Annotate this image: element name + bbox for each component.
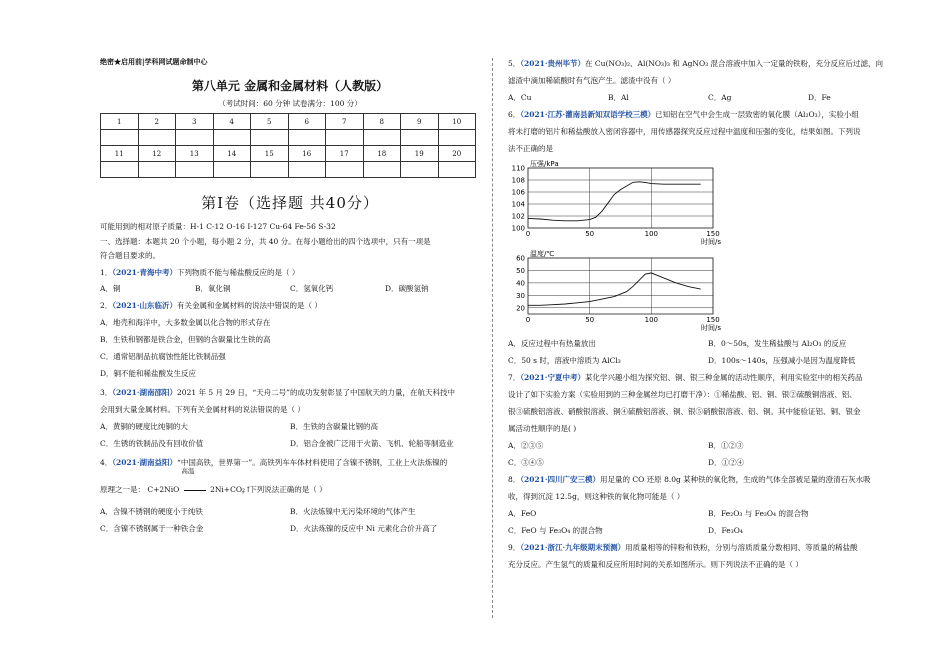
q5-text-1: 在 Cu(NO₃)₂、Al(NO₃)₃ 和 AgNO₃ 混合溶液中加入一定量的铁粉，充分反应后过滤，向 [585,59,884,68]
q7-stem-line-4: 属活动性顺序的是( ) [508,424,577,433]
doc-title: 第八单元 金属和金属材料（人教版） [191,79,389,93]
q7-stem-line-2: 设计了如下实验方案（实验用到的三种金属丝均已打磨干净）：①稀盐酸、铝、铜、银②硫酸铜溶液、铝、 [508,390,857,399]
q8-options-row-1 [508,508,908,519]
answer-grid [100,113,476,178]
q4-equation-condition: 高温 [181,467,195,475]
q6-option-d[interactable]: D．100s～140s，压强减小是因为温度降低 [708,356,856,365]
y-tick-label: 30 [516,291,525,300]
answer-grid-number: 8 [363,114,401,130]
pressure-chart [508,158,728,246]
q4-number: 4． [100,458,113,467]
x-tick-label: 0 [525,316,531,324]
q7-options-row-1 [508,440,908,451]
q3-stem-line-2: 会用到大量金属材料。下列有关金属材料的说法错误的是（ ） [100,405,305,414]
y-axis-label: 压强/kPa [530,160,559,168]
q8-source-tag: （2021·四川广安三模） [520,475,601,484]
q4-option-a[interactable]: A．含镍不锈钢的硬度小于纯铁 [100,507,203,516]
q1-option-b[interactable]: B．氧化铜 [195,284,231,293]
answer-grid-header-row-2 [101,146,476,162]
answer-grid-number: 10 [438,114,476,130]
q7-source-tag: （2021·宁夏中考） [520,373,586,382]
right-column [508,56,908,570]
q5-options [508,92,908,103]
exam-info: （考试时间：60 分钟 试卷满分：100 分） [218,99,362,108]
q4-text-2a: 原理之一是： [100,485,145,494]
q1-number: 1． [100,268,113,277]
q6-source-tag: （2021·江苏·灌南县新知双语学校三模） [520,110,656,119]
q6-number: 6． [508,110,521,119]
q4-equation-right: 2Ni+CO₂↑ [210,485,252,494]
q2-source-tag: （2021·山东临沂） [112,301,178,310]
answer-grid-number: 5 [251,114,289,130]
q6-options-row-2 [508,355,908,366]
q6-option-c[interactable]: C．50 s 时，溶液中溶质为 AlCl₃ [508,356,621,365]
x-tick-label: 100 [644,230,659,238]
q4-equation-bar [184,490,206,491]
q2-option-b[interactable]: B．生铁和钢都是铁合金，但钢的含碳量比生铁的高 [100,335,271,344]
q5-stem-line-2: 滤渣中滴加稀硫酸时有气泡产生。滤渣中没有（ ） [508,76,676,85]
answer-grid-number: 17 [326,146,364,162]
answer-grid-number: 20 [438,146,476,162]
q9-number: 9． [508,543,521,552]
q8-text-1: 用足量的 CO 还原 8.0g 某种铁的氧化物，生成的气体全部被足量的澄清石灰水吸 [600,475,871,484]
q2-number: 2． [100,301,113,310]
y-tick-label: 110 [511,164,525,173]
q7-text-1: 某化学兴趣小组为探究铝、铜、银三种金属的活动性顺序，利用实验室中的相关药品 [585,373,863,382]
q4-option-d[interactable]: D．火法炼镍的反应中 Ni 元素化合价升高了 [290,524,438,533]
q4-stem-line-1 [100,457,480,468]
answer-grid-blank-row-1 [101,130,476,146]
q5-option-a[interactable]: A．Cu [508,93,532,102]
q7-option-a[interactable]: A．②③⑤ [508,441,544,450]
answer-grid-blank-row-2 [101,162,476,178]
q3-option-b[interactable]: B．生铁的含碳量比钢的高 [290,422,379,431]
q8-option-b[interactable]: B．Fe₂O₃ 与 Fe₃O₄ 的混合物 [708,509,809,518]
x-tick-label: 0 [525,230,531,238]
q3-options-row-2 [100,438,480,449]
q2-stem [100,300,480,311]
answer-grid-number: 6 [288,114,326,130]
answer-grid-number: 4 [213,114,251,130]
plot-frame [528,168,713,228]
q4-text-1: “中国高铁，世界第一”。高铁列车车体材料使用了含镍不锈钢，工业上火法炼镍的 [177,458,448,467]
answer-grid-number: 1 [101,114,139,130]
q1-options [100,283,480,294]
q8-stem-line-1 [508,474,908,485]
y-tick-label: 40 [516,279,525,288]
q5-option-b[interactable]: B．Al [608,93,629,102]
q4-option-b[interactable]: B．火法炼镍中无污染环境的气体产生 [290,507,416,516]
y-tick-label: 20 [516,304,525,313]
q3-option-a[interactable]: A．黄铜的硬度比纯铜的大 [100,422,188,431]
x-axis-label: 时间/s [700,324,722,332]
q3-source-tag: （2021·湖南邵阳） [112,388,178,397]
q7-option-b[interactable]: B．①②③ [708,441,744,450]
left-column [100,56,480,534]
q2-option-d[interactable]: D．铜不能和稀盐酸发生反应 [100,369,197,378]
answer-grid-number: 11 [101,146,139,162]
q7-stem-line-1 [508,372,908,383]
q6-stem-line-1 [508,109,908,120]
q4-options-row-2 [100,523,480,534]
q3-number: 3． [100,388,113,397]
instructions-line-2: 符合题目要求的。 [100,251,160,260]
q1-option-c[interactable]: C．氢氧化钙 [290,284,334,293]
q6-stem-line-2: 将未打磨的铝片和稀盐酸放入密闭容器中，用传感器探究反应过程中温度和压强的变化，结果如图。下列说 [508,127,861,136]
q8-number: 8． [508,475,521,484]
answer-grid-number: 13 [176,146,214,162]
x-tick-label: 50 [585,230,595,238]
q4-text-2b: ，下列说法正确的是（ ） [241,485,327,494]
instructions-line-1: 一、选择题：本题共 20 个小题，每小题 2 分，共 40 分。在每小题给出的四个选项中，只有一项是 [100,237,431,246]
y-tick-label: 50 [516,266,525,275]
q9-source-tag: （2021·浙江·九年级期末预测） [520,543,626,552]
q1-option-a[interactable]: A．铜 [100,284,121,293]
q6-options-row-1 [508,338,908,349]
y-tick-label: 104 [511,200,525,209]
q2-text: 有关金属和金属材料的说法中错误的是（ ） [177,301,322,310]
q7-number: 7． [508,373,521,382]
answer-grid-number: 19 [401,146,439,162]
series-line [528,273,701,305]
q5-option-c[interactable]: C．Ag [708,93,732,102]
q8-stem-line-2: 收，得到沉淀 12.5g，则这种铁的氧化物可能是（ ） [508,492,685,501]
x-axis-label: 时间/s [700,238,722,246]
q9-stem-line-1 [508,542,908,553]
x-tick-label: 150 [706,230,720,238]
q2-option-c[interactable]: C．通常铝制品抗腐蚀性能比铁制品强 [100,352,226,361]
q6-stem-line-3: 法不正确的是 [508,144,553,153]
atomic-masses: 可能用到的相对原子质量：H-1 C-12 O-16 I-127 Cu-64 Fe-56 S-32 [100,222,336,231]
q3-option-c[interactable]: C．生锈的铁制品没有回收价值 [100,439,204,448]
y-tick-label: 60 [516,254,525,263]
q5-number: 5． [508,59,521,68]
x-tick-label: 150 [706,316,720,324]
q4-source-tag: （2021·湖南益阳） [112,458,178,467]
q5-stem-line-1 [508,58,908,69]
q4-stem-line-2 [100,467,480,496]
q4-options-row-1 [100,506,480,517]
q8-option-d[interactable]: D．Fe₃O₄ [708,526,743,535]
q4-equation-left: C+2NiO [147,485,180,494]
answer-grid-header-row-1 [101,114,476,130]
y-tick-label: 100 [511,224,525,233]
x-tick-label: 50 [585,316,595,324]
y-tick-label: 102 [511,212,525,221]
q1-option-d[interactable]: D．碳酸氢钠 [385,284,429,293]
q9-text-1: 用质量相等的锌粉和铁粉，分别与溶质质量分数相同、等质量的稀盐酸 [625,543,858,552]
q6-option-b[interactable]: B．0～50s，发生稀盐酸与 Al₂O₃ 的反应 [708,339,847,348]
series-line [528,182,701,221]
q6-option-a[interactable]: A．反应过程中有热量放出 [508,339,596,348]
q5-option-d[interactable]: D．Fe [808,93,831,102]
answer-grid-number: 9 [401,114,439,130]
y-axis-label: 温度/℃ [530,250,555,258]
q8-option-c[interactable]: C．FeO 与 Fe₃O₄ 的混合物 [508,526,603,535]
column-divider [492,58,493,618]
answer-grid-number: 3 [176,114,214,130]
q3-option-d[interactable]: D．铝合金被广泛用于火箭、飞机、轮船等制造业 [290,439,454,448]
q8-option-a[interactable]: A．FeO [508,509,537,518]
y-tick-label: 106 [511,188,525,197]
q9-stem-line-2: 充分反应。产生氢气的质量和反应所用时间的关系如图所示。则下列说法不正确的是（ ） [508,560,803,569]
x-tick-label: 100 [644,316,659,324]
temperature-chart [508,248,728,332]
answer-grid-number: 15 [251,146,289,162]
answer-grid-number: 16 [288,146,326,162]
section-title: 第Ⅰ卷（选择题 共40分） [201,194,379,212]
q4-option-c[interactable]: C．含镍不锈钢属于一种铁合金 [100,524,204,533]
q5-source-tag: （2021·贵州毕节） [520,59,586,68]
q6-text-1: 已知铝在空气中会生成一层致密的氧化膜（Al₂O₃），实验小组 [655,110,859,119]
q3-stem-line-1 [100,387,480,398]
q3-text-1: 2021 年 5 月 29 日，“天舟二号”的成功发射彰显了中国航天的力量，在航天科技中 [177,388,456,397]
answer-grid-number: 14 [213,146,251,162]
q1-stem [100,267,480,278]
q7-option-d[interactable]: D．①②④ [708,458,745,467]
y-tick-label: 108 [511,176,525,185]
q4-equation [147,467,252,502]
answer-grid-number: 18 [363,146,401,162]
q7-option-c[interactable]: C．③④⑤ [508,458,544,467]
q1-source-tag: （2021·青海中考） [112,268,178,277]
answer-grid-number: 7 [326,114,364,130]
header-note: 绝密★启用前|学科网试题命制中心 [100,57,208,66]
q1-text: 下列物质不能与稀盐酸反应的是（ ） [177,268,300,277]
answer-grid-number: 2 [138,114,176,130]
q7-stem-line-3: 银③硫酸铝溶液、硝酸银溶液、铜④硫酸铝溶液、铜、银⑤硝酸银溶液、铝、铜。其中能验证铝、铜、银金 [508,407,861,416]
q2-option-a[interactable]: A．地壳和海洋中，大多数金属以化合物的形式存在 [100,318,271,327]
q8-options-row-2 [508,525,908,536]
q3-options-row-1 [100,421,480,432]
answer-grid-number: 12 [138,146,176,162]
q7-options-row-2 [508,457,908,468]
